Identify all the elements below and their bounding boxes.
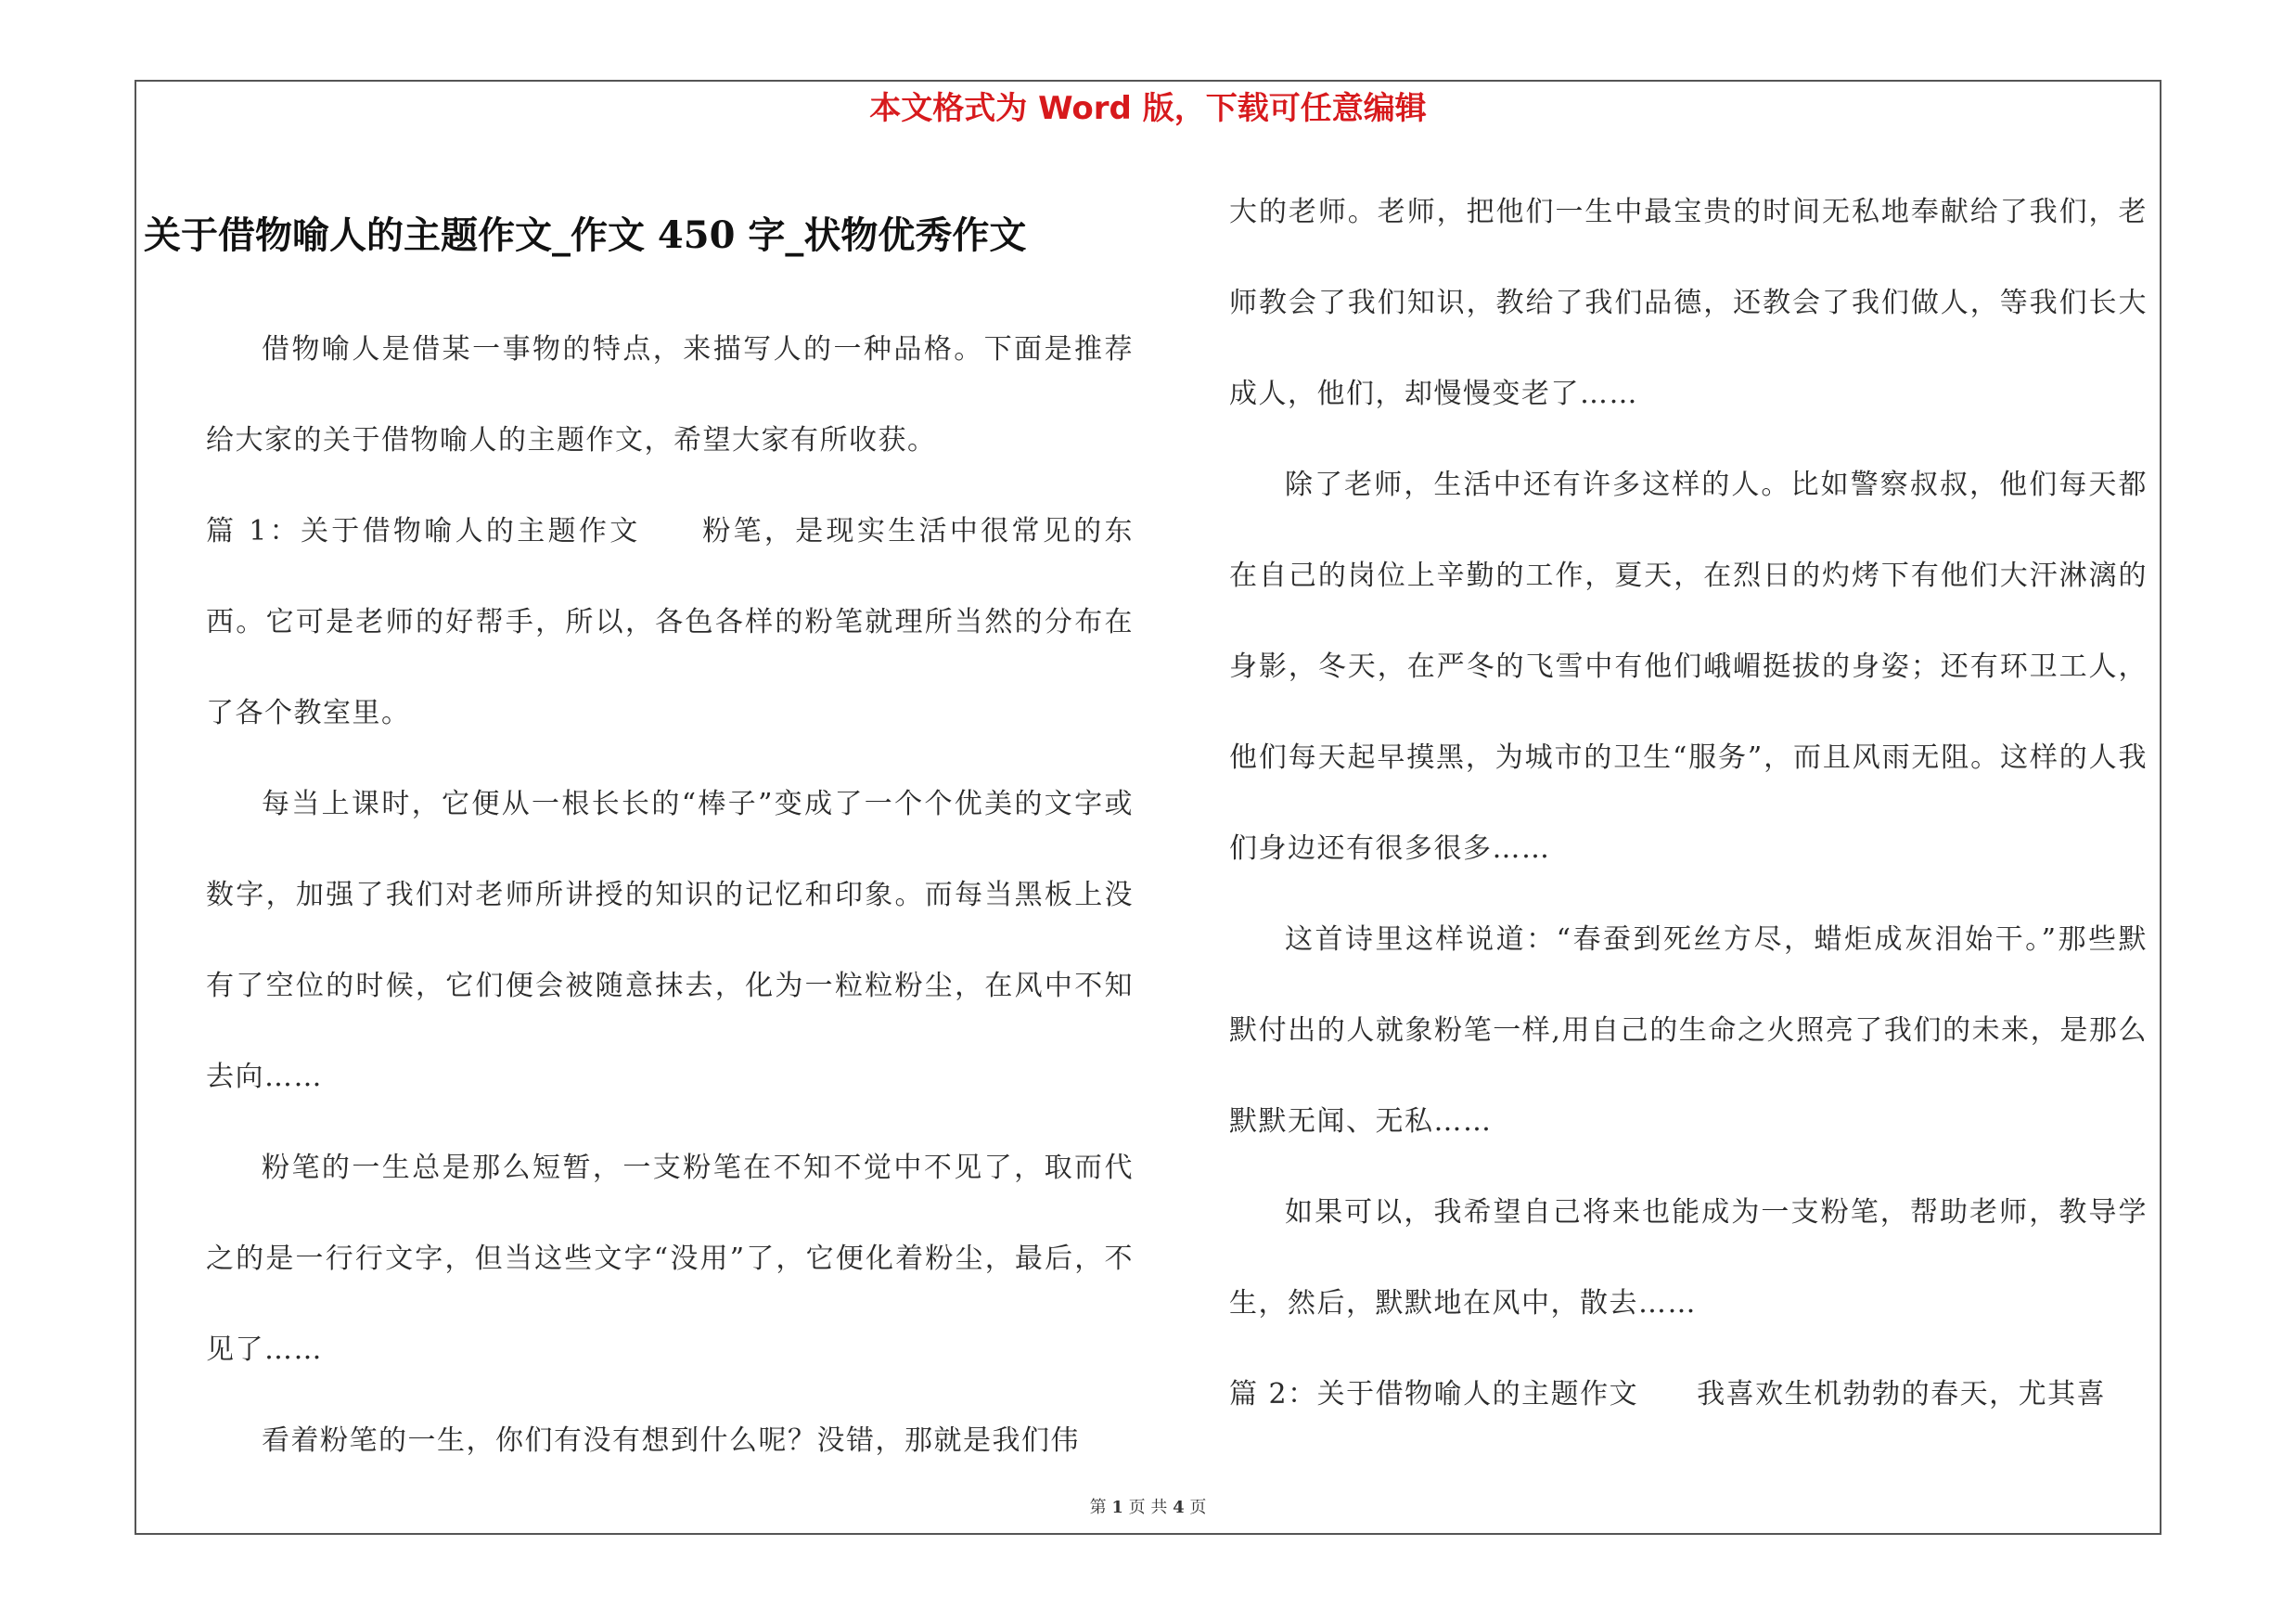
footer-prefix: 第: [1089, 1498, 1107, 1517]
total-page-count: 4: [1173, 1498, 1185, 1517]
footer-middle: 页 共: [1128, 1498, 1168, 1517]
paragraph: 篇 2：关于借物喻人的主题作文 我喜欢生机勃勃的春天，尤其喜: [1229, 1378, 2107, 1410]
paragraph: 这首诗里这样说道：“春蚕到死丝方尽，蜡炬成灰泪始干。”那些默默付出的人就象粉笔一样,用自己的生命之火照亮了我们的未来，是那么默默无闻、无私……: [1229, 923, 2148, 1138]
current-page-number: 1: [1111, 1498, 1123, 1517]
document-title: 关于借物喻人的主题作文_作文 450 字_状物优秀作文: [144, 213, 1027, 257]
paragraph: 每当上课时，它便从一根长长的“棒子”变成了一个个优美的文字或数字，加强了我们对老师所讲授的知识的记忆和印象。而每当黑板上没有了空位的时候，它们便会被随意抹去，化为一粒粒粉尘，在风中不知去向……: [206, 788, 1134, 1093]
format-banner: 本文格式为 Word 版，下载可任意编辑: [869, 90, 1427, 127]
paragraph: 如果可以，我希望自己将来也能成为一支粉笔，帮助老师，教导学生，然后，默默地在风中，散去……: [1229, 1196, 2148, 1320]
paragraph: 篇 1：关于借物喻人的主题作文 粉笔，是现实生活中很常见的东西。它可是老师的好帮手，所以，各色各样的粉笔就理所当然的分布在了各个教室里。: [206, 515, 1134, 729]
paragraph: 大的老师。老师，把他们一生中最宝贵的时间无私地奉献给了我们，老师教会了我们知识，教给了我们品德，还教会了我们做人，等我们长大成人，他们，却慢慢变老了……: [1229, 196, 2148, 410]
paragraph: 粉笔的一生总是那么短暂，一支粉笔在不知不觉中不见了，取而代之的是一行行文字，但当这些文字“没用”了，它便化着粉尘，最后，不见了……: [206, 1152, 1134, 1366]
paragraph: 除了老师，生活中还有许多这样的人。比如警察叔叔，他们每天都在自己的岗位上辛勤的工作，夏天，在烈日的灼烤下有他们大汗淋漓的身影，冬天，在严冬的飞雪中有他们峨嵋挺拔的身姿；还有环卫工人，他们每天起早摸黑，为城市的卫生“服务”，而且风雨无阻。这样的人我们身边还有很多很多……: [1229, 469, 2148, 865]
page-footer: [135, 1496, 2161, 1520]
footer-suffix: 页: [1189, 1498, 1207, 1517]
left-column: [206, 304, 1134, 1487]
paragraph: 看着粉笔的一生，你们有没有想到什么呢？没错，那就是我们伟: [262, 1424, 1080, 1457]
paragraph: 借物喻人是借某一事物的特点，来描写人的一种品格。下面是推荐给大家的关于借物喻人的主题作文，希望大家有所收获。: [206, 333, 1134, 457]
right-column: [1229, 167, 2148, 1440]
